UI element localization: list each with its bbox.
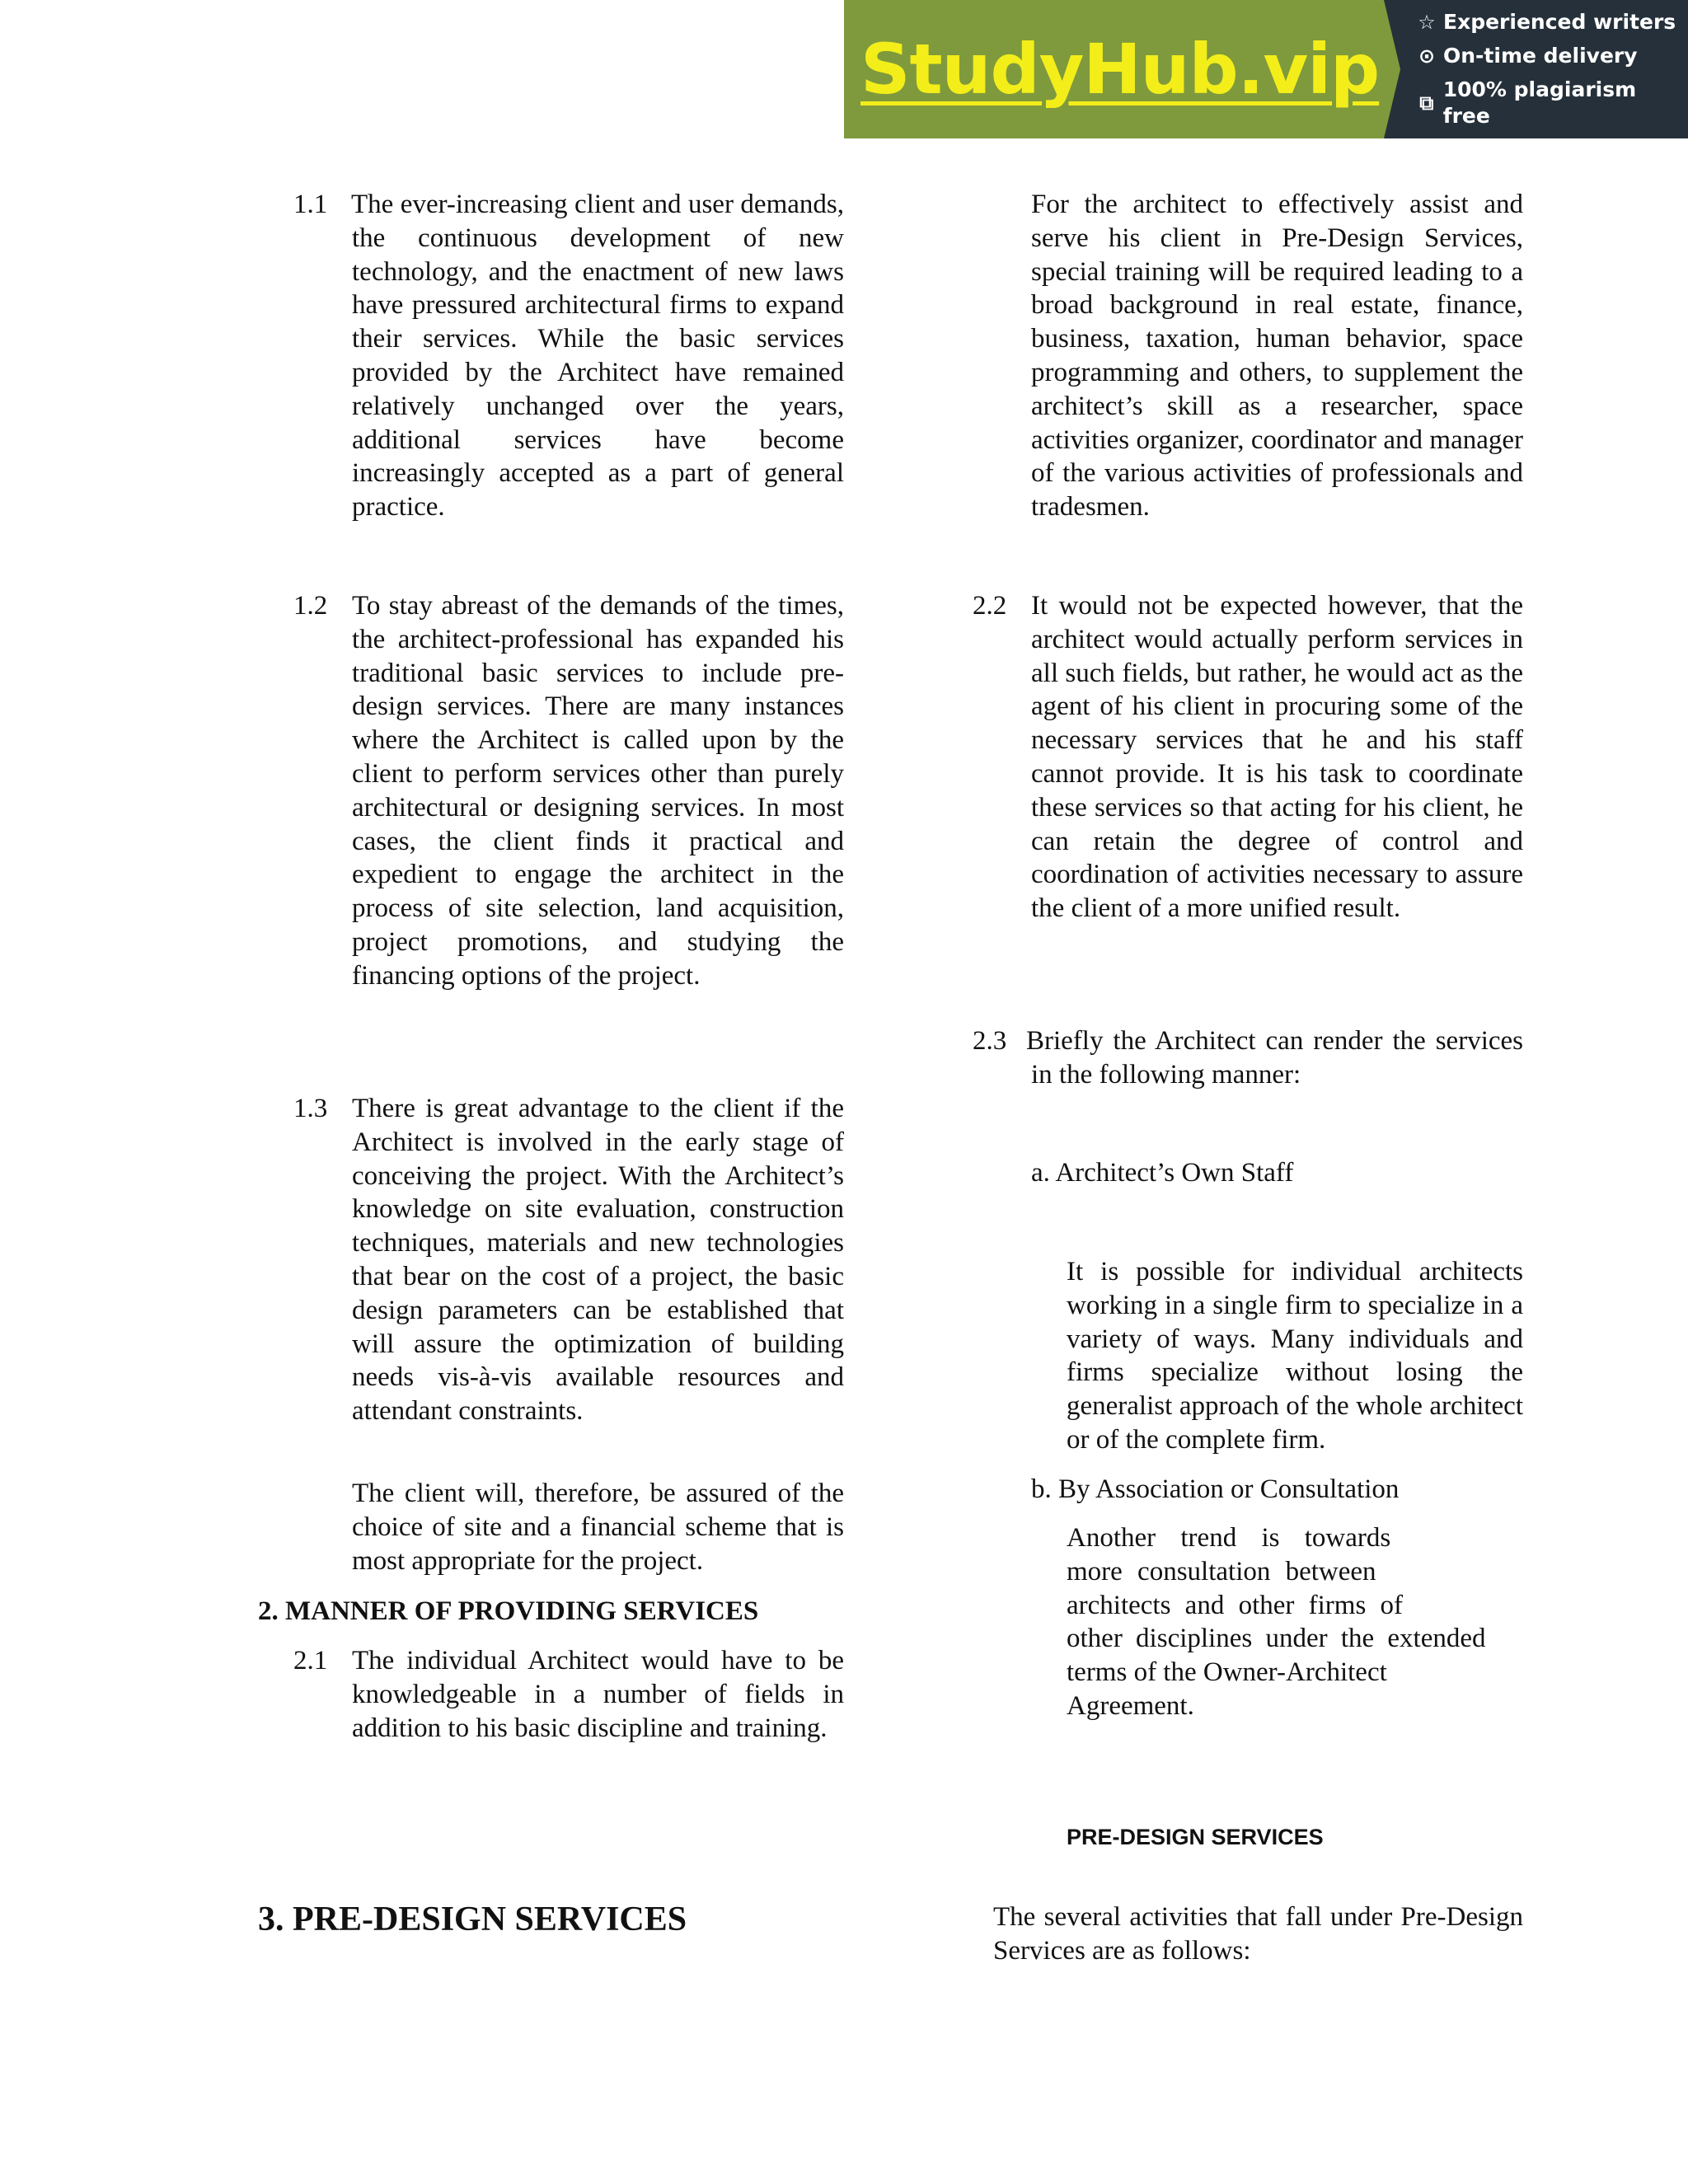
section-number-2-3: 2.3 xyxy=(973,1026,1007,1056)
section-1-3-text: There is great advantage to the client if the Architect is involved in the early stage of conceiving the project. With the Architect’s knowledge on site evaluation, construction techniques, materials and new technologies that bear on the cost of a project, the basic design parameters can be established that will assure the optimization of building needs vis-à-vis available resources and attendant constraints. xyxy=(352,1094,844,1427)
section-2-2-text: It would not be expected however, that the architect would actually perform services in all such fields, but rather, he would act as the agent of his client in procuring some of the necessary services that he and his staff cannot provide. It is his task to coordinate these services so that acting for his client, he can retain the degree of control and coordination of activities necessary to assure the client of a more unified result. xyxy=(1031,591,1523,924)
item-b-line: architects and other firms of xyxy=(1067,1590,1404,1620)
section-number-1-3: 1.3 xyxy=(293,1094,328,1123)
item-a-label: a. Architect’s Own Staff xyxy=(1031,1158,1294,1188)
item-b-line: Another trend is towards xyxy=(1067,1523,1391,1553)
section-1-3-conclusion: The client will, therefore, be assured of the choice of site and a financial scheme that is most appropriate for the project. xyxy=(352,1479,844,1576)
section-number-1-1: 1.1 xyxy=(293,190,328,219)
section-2-3-text: Briefly the Architect can render the services in the following manner: xyxy=(1026,1026,1523,1090)
banner-features xyxy=(1400,0,1688,138)
item-b-line: other disciplines under the extended xyxy=(1067,1624,1486,1654)
item-a-text: It is possible for individual architects working in a single firm to specialize in a variety of ways. Many individuals and firms specialize without losing the generalist approach of the whole architect or of the complete firm. xyxy=(1067,1257,1523,1455)
section-number-2-1: 2.1 xyxy=(293,1646,328,1675)
item-b-line: terms of the Owner-Architect xyxy=(1067,1657,1387,1688)
heading-pre-design-services: 3. PRE-DESIGN SERVICES xyxy=(258,1900,687,1938)
copy-icon: ⧉ xyxy=(1419,91,1434,115)
clock-icon: ⊙ xyxy=(1418,45,1436,68)
item-b-text xyxy=(1067,1521,1523,1723)
section-1-1-text: The ever-increasing client and user demands, the continuous development of new technology, and the enactment of new laws have pressured architectural firms to expand their services. While the basic services provided by the Architect have remained relatively unchanged over the years, additional services have become increasingly accepted as a part of general practice. xyxy=(351,190,844,523)
star-icon: ☆ xyxy=(1418,11,1436,34)
feature-plagiarism-free xyxy=(1415,77,1688,129)
pre-design-intro-text: For the architect to effectively assist and serve his client in Pre-Design Services, special training will be required leading to a broad background in real estate, finance, business, taxation, human behavior, space programming and others, to supplement the architect’s skill as a researcher, space activities organizer, coordinator and manager of the various activities of professionals and tradesmen. xyxy=(1031,190,1523,523)
pre-design-activities-text: The several activities that fall under Pre-Design Services are as follows: xyxy=(993,1902,1523,1966)
section-number-1-2: 1.2 xyxy=(293,591,328,621)
logo-text: StudyHub.vip xyxy=(860,29,1380,110)
heading-pre-design-services-sans: PRE-DESIGN SERVICES xyxy=(1067,1825,1324,1849)
feature-label: 100% plagiarism free xyxy=(1442,77,1637,128)
item-b-label: b. By Association or Consultation xyxy=(1031,1474,1400,1504)
feature-experienced-writers xyxy=(1415,9,1688,35)
item-b-line: more consultation between xyxy=(1067,1556,1376,1586)
section-2-1-text: The individual Architect would have to be knowledgeable in a number of fields in addition to his basic discipline and training. xyxy=(352,1646,844,1743)
section-number-2-2: 2.2 xyxy=(973,591,1007,621)
banner-divider xyxy=(1384,0,1400,138)
feature-label: Experienced writers xyxy=(1443,10,1676,34)
heading-manner-of-providing-services: 2. MANNER OF PROVIDING SERVICES xyxy=(258,1596,759,1626)
feature-label: On-time delivery xyxy=(1443,44,1638,68)
section-1-2-text: To stay abreast of the demands of the times, the architect-professional has expanded his traditional basic services to include pre-design services. There are many instances where the Architect is called upon by the client to perform services other than purely architectural or designing services. In most cases, the client finds it practical and expedient to engage the architect in the process of site selection, land acquisition, project promotions, and studying the financing options of the project. xyxy=(352,591,844,991)
studyhub-banner[interactable] xyxy=(844,0,1688,138)
feature-on-time-delivery xyxy=(1415,43,1688,69)
item-b-line: Agreement. xyxy=(1067,1690,1194,1721)
studyhub-logo[interactable] xyxy=(844,0,1384,138)
